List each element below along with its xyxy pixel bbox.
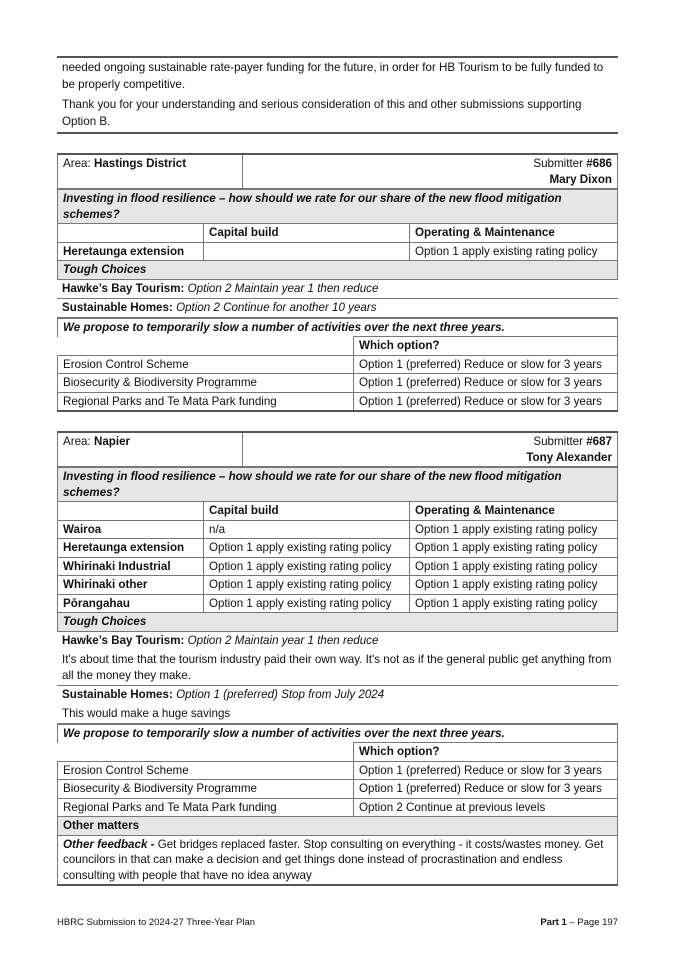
submitter-label: Submitter [533, 435, 587, 448]
om-value: Option 1 apply existing rating policy [410, 576, 618, 595]
submitter-label: Submitter [533, 157, 587, 170]
empty-header-cell [58, 224, 204, 243]
operating-maintenance-header: Operating & Maintenance [410, 502, 618, 521]
activities-table [57, 318, 618, 413]
divider [57, 132, 618, 134]
om-value: Option 1 apply existing rating policy [410, 539, 618, 558]
homes-option: Option 1 (preferred) Stop from July 2024 [176, 687, 385, 701]
empty-header-cell [58, 337, 354, 356]
footer-part: Part 1 [540, 917, 567, 928]
submitter-header [57, 431, 618, 467]
submitter-name: Tony Alexander [526, 450, 612, 464]
capital-value: Option 1 apply existing rating policy [204, 594, 410, 613]
flood-heading: Investing in flood resilience – how should we rate for our share of the new flood mitigation schemes? [58, 468, 618, 502]
other-matters-heading: Other matters [58, 817, 618, 836]
capital-value: Option 1 apply existing rating policy [204, 576, 410, 595]
area-label: Area: [63, 157, 91, 170]
submitter-name: Mary Dixon [549, 172, 612, 186]
tourism-comment: It's about time that the tourism industry paid their own way. It's not as if the general public get anything from all the money they make. [62, 652, 612, 682]
table-row [58, 242, 618, 261]
footer-page: – Page 197 [566, 917, 618, 928]
submitter-number: #686 [586, 157, 612, 170]
scheme-name: Pōrangahau [58, 594, 204, 613]
om-value: Option 1 apply existing rating policy [410, 594, 618, 613]
table-row [58, 539, 618, 558]
activity-name: Regional Parks and Te Mata Park funding [58, 798, 354, 817]
page-footer [57, 917, 618, 928]
capital-value: Option 1 apply existing rating policy [204, 539, 410, 558]
homes-label: Sustainable Homes: [62, 687, 173, 701]
submitter-header [57, 153, 618, 189]
tourism-label: Hawke’s Bay Tourism: [62, 633, 185, 647]
table-row [58, 780, 618, 799]
activity-name: Erosion Control Scheme [58, 761, 354, 780]
which-option-header: Which option? [354, 337, 618, 356]
tourism-option: Option 2 Maintain year 1 then reduce [187, 281, 379, 295]
tourism-label: Hawke’s Bay Tourism: [62, 281, 185, 295]
activities-table [57, 724, 618, 887]
flood-heading: Investing in flood resilience – how should we rate for our share of the new flood mitigation schemes? [58, 190, 618, 224]
table-row [58, 576, 618, 595]
homes-comment: This would make a huge savings [62, 706, 231, 720]
submitter-cell [243, 432, 618, 467]
scheme-name: Whirinaki other [58, 576, 204, 595]
scheme-name: Heretaunga extension [58, 242, 204, 261]
om-value: Option 1 apply existing rating policy [410, 242, 618, 261]
other-feedback-text: Get bridges replaced faster. Stop consulting on everything - it costs/wastes money. Get councilors in that can make a decision and get things done instead of procrastination and endless consulting with people that have no idea anyway [63, 837, 604, 882]
other-feedback-label: Other feedback - [63, 837, 155, 851]
slow-heading: We propose to temporarily slow a number of activities over the next three years. [58, 318, 618, 337]
intro-paragraph-1: needed ongoing sustainable rate-payer funding for the future, in order for HB Tourism to be fully funded to be properly competitive. [62, 61, 604, 91]
area-cell [58, 154, 243, 189]
tough-choices-heading: Tough Choices [58, 613, 618, 632]
table-row [58, 594, 618, 613]
intro-paragraph-2: Thank you for your understanding and serious consideration of this and other submissions supporting Option B. [62, 98, 582, 128]
tourism-row [57, 280, 618, 299]
tourism-row [57, 632, 618, 686]
operating-maintenance-header: Operating & Maintenance [410, 224, 618, 243]
area-value: Hastings District [93, 157, 187, 170]
homes-row [57, 299, 618, 318]
homes-option: Option 2 Continue for another 10 years [176, 300, 377, 314]
table-row [58, 557, 618, 576]
tough-choices-heading: Tough Choices [58, 261, 618, 280]
slow-heading: We propose to temporarily slow a number of activities over the next three years. [58, 724, 618, 743]
document-page [57, 56, 618, 886]
capital-build-header: Capital build [204, 502, 410, 521]
homes-row [57, 686, 618, 724]
scheme-name: Wairoa [58, 520, 204, 539]
capital-build-header: Capital build [204, 224, 410, 243]
area-label: Area: [63, 435, 91, 448]
table-row [58, 392, 618, 411]
om-value: Option 1 apply existing rating policy [410, 520, 618, 539]
table-row [58, 761, 618, 780]
empty-header-cell [58, 743, 354, 762]
area-cell [58, 432, 243, 467]
activity-name: Biosecurity & Biodiversity Programme [58, 780, 354, 799]
activity-option: Option 1 (preferred) Reduce or slow for 3 years [354, 761, 618, 780]
submitter-cell [243, 154, 618, 189]
submission-687 [57, 431, 618, 886]
footer-title: HBRC Submission to 2024-27 Three-Year Plan [57, 917, 256, 928]
activity-option: Option 1 (preferred) Reduce or slow for 3 years [354, 374, 618, 393]
other-feedback [58, 835, 618, 885]
capital-value [204, 242, 410, 261]
submitter-number: #687 [586, 435, 612, 448]
activity-name: Biosecurity & Biodiversity Programme [58, 374, 354, 393]
activity-option: Option 2 Continue at previous levels [354, 798, 618, 817]
activity-name: Erosion Control Scheme [58, 355, 354, 374]
activity-option: Option 1 (preferred) Reduce or slow for 3 years [354, 355, 618, 374]
area-value: Napier [93, 435, 131, 448]
om-value: Option 1 apply existing rating policy [410, 557, 618, 576]
activity-option: Option 1 (preferred) Reduce or slow for 3 years [354, 392, 618, 411]
which-option-header: Which option? [354, 743, 618, 762]
table-row [58, 374, 618, 393]
table-row [58, 355, 618, 374]
table-row [58, 798, 618, 817]
tourism-option: Option 2 Maintain year 1 then reduce [187, 633, 379, 647]
capital-value: n/a [204, 520, 410, 539]
capital-value: Option 1 apply existing rating policy [204, 557, 410, 576]
scheme-name: Whirinaki Industrial [58, 557, 204, 576]
footer-page-info [540, 917, 618, 928]
flood-table [57, 189, 618, 280]
empty-header-cell [58, 502, 204, 521]
table-row [58, 520, 618, 539]
submission-686 [57, 153, 618, 412]
flood-table [57, 467, 618, 632]
homes-label: Sustainable Homes: [62, 300, 173, 314]
activity-name: Regional Parks and Te Mata Park funding [58, 392, 354, 411]
activity-option: Option 1 (preferred) Reduce or slow for 3 years [354, 780, 618, 799]
scheme-name: Heretaunga extension [58, 539, 204, 558]
